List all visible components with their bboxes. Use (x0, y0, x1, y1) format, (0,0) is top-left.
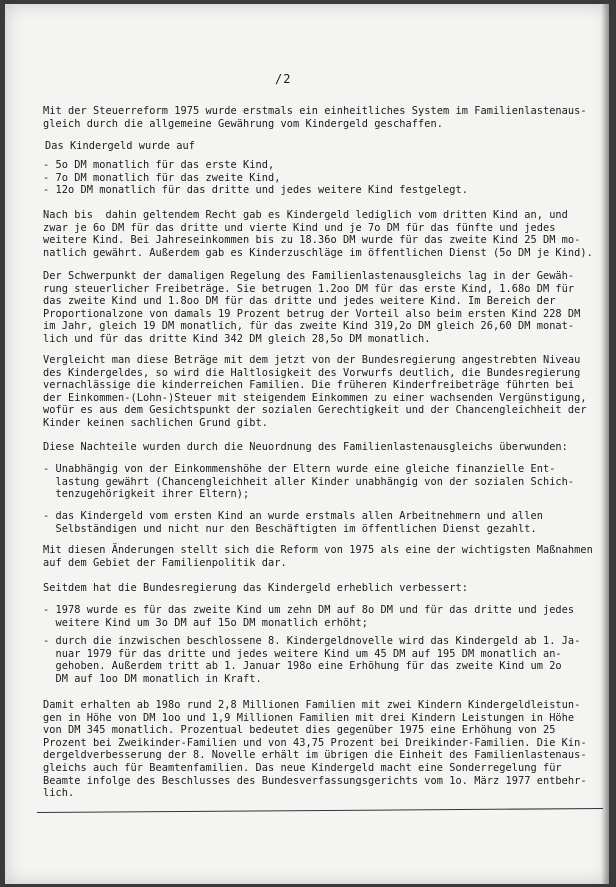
paragraph (43, 441, 603, 454)
paragraph (43, 105, 603, 130)
text-line: lich. (43, 787, 75, 800)
paragraph (43, 463, 603, 501)
text-line: weitere Kind um 3o DM auf 15o DM monatlich erhöht; (43, 616, 368, 629)
paragraph (43, 635, 603, 685)
page-number: /2 (275, 72, 292, 86)
text-line: Prozent bei Zweikinder-Familien und von 43,75 Prozent bei Dreikinder-Familien. Die Kin- (43, 736, 587, 749)
text-line: Seitdem hat die Bundesregierung das Kindergeld erheblich verbessert: (43, 582, 468, 594)
text-line: im Jahr, gleich 19 DM monatlich, für das zweite Kind 319,2o DM gleich 26,60 DM monat- (43, 320, 575, 333)
text-line: weitere Kind. Bei Jahreseinkommen bis zu 18.36o DM wurde für das zweite Kind 25 DM mo- (43, 234, 581, 247)
text-line: Damit erhalten ab 198o rund 2,8 Millionen Familien mit zwei Kindern Kindergeldleistun- (43, 699, 581, 711)
text-line: - durch die inzwischen beschlossene 8. Kindergeldnovelle wird das Kindergeld ab 1. Ja- (43, 635, 581, 647)
paragraph (43, 209, 603, 259)
text-line: Mit der Steuerreform 1975 wurde erstmals ein einheitliches System im Familienlastenaus- (43, 105, 587, 117)
bottom-rule (37, 808, 603, 813)
paragraph (45, 140, 605, 153)
text-line: - 1978 wurde es für das zweite Kind um zehn DM auf 8o DM und für das dritte und jedes (43, 604, 575, 616)
text-line: Vergleicht man diese Beträge mit dem jetzt von der Bundesregierung angestrebten Niveau (43, 354, 581, 366)
text-line: lich und für das dritte Kind 342 DM gleich 28,5o DM monatlich. (43, 332, 431, 345)
text-line: Proportionalzone von damals 19 Prozent betrug der Vorteil also beim ersten Kind 228 DM (43, 307, 581, 320)
text-line: wofür es aus dem Gesichtspunkt der sozialen Gerechtigkeit und der Chancengleichheit der (43, 404, 587, 417)
paragraph (43, 544, 603, 569)
text-line: vernachlässige die kinderreichen Familien. Die früheren Kinderfreibeträge führten bei (43, 379, 575, 392)
text-line: Kinder keinen sachlichen Grund gibt. (43, 416, 268, 429)
text-line: lastung gewährt (Chancengleichheit aller Kinder unabhängig von der sozialen Schich- (43, 475, 575, 488)
text-line: - das Kindergeld vom ersten Kind an wurde erstmals allen Arbeitnehmern und allen (43, 510, 543, 522)
text-line: zwar je 6o DM für das dritte und vierte Kind und je 7o DM für das fünfte und jedes (43, 221, 556, 234)
text-line: DM auf 1oo DM monatlich in Kraft. (43, 672, 262, 685)
paragraph (43, 354, 603, 430)
text-line: der Einkommen-(Lohn-)Steuer mit steigendem Einkommen zu einer wachsenden Vergünstigung, (43, 391, 587, 404)
text-line: gleich durch die allgemeine Gewährung vom Kindergeld geschaffen. (43, 117, 443, 130)
text-line: rung steuerlicher Freibeträge. Sie betrugen 1.2oo DM für das erste Kind, 1.68o DM für (43, 282, 575, 295)
paragraph (43, 510, 603, 535)
text-line: natlich gewährt. Außerdem gab es Kinderzuschläge im öffentlichen Dienst (5o DM je Kind). (43, 246, 593, 259)
text-line: gleichs auch für Beamtenfamilien. Das neue Kindergeld macht eine Sonderregelung für (43, 761, 562, 774)
text-line: Beamte infolge des Beschlusses des Bundesverfassungsgerichts vom 1o. März 1977 entbehr- (43, 774, 587, 787)
text-line: - 7o DM monatlich für das zweite Kind, (43, 171, 281, 184)
paragraph (43, 699, 603, 800)
text-line: dergeldverbesserung der 8. Novelle erhält im übrigen die Einheit des Familienlastenaus- (43, 749, 587, 762)
text-line: tenzugehörigkeit ihrer Eltern); (43, 488, 250, 501)
paragraph (43, 604, 603, 629)
paragraph (43, 582, 603, 595)
text-line: auf dem Gebiet der Familienpolitik dar. (43, 556, 287, 569)
text-line: gehoben. Außerdem tritt ab 1. Januar 198o eine Erhöhung für das zweite Kind um 2o (43, 660, 562, 673)
text-line: Der Schwerpunkt der damaligen Regelung des Familienlastenausgleichs lag in der Gewäh- (43, 270, 575, 282)
text-line: das zweite Kind und 1.8oo DM für das dritte und jedes weitere Kind. Im Bereich der (43, 295, 556, 308)
text-line: Nach bis dahin geltendem Recht gab es Kindergeld lediglich vom dritten Kind an, und (43, 209, 568, 221)
document-page (5, 4, 609, 884)
text-line: gen in Höhe von DM 1oo und 1,9 Millionen Familien mit drei Kindern Leistungen in Höhe (43, 711, 575, 724)
text-line: - Unabhängig von der Einkommenshöhe der Eltern wurde eine gleiche finanzielle Ent- (43, 463, 556, 475)
text-line: Diese Nachteile wurden durch die Neuordnung des Familienlastenausgleichs überwunden: (43, 441, 568, 453)
text-line: Das Kindergeld wurde auf (45, 140, 195, 152)
text-line: - 12o DM monatlich für das dritte und jedes weitere Kind festgelegt. (43, 184, 468, 197)
text-line: Mit diesen Änderungen stellt sich die Reform von 1975 als eine der wichtigsten Maßnahmen (43, 544, 593, 556)
text-line: Selbständigen und nicht nur den Beschäftigten im öffentlichen Dienst gezahlt. (43, 522, 537, 535)
text-line: nuar 1979 für das dritte und jedes weitere Kind um 45 DM auf 195 DM monatlich an- (43, 647, 562, 660)
text-line: des Kindergeldes, so wird die Haltlosigkeit des Vorwurfs deutlich, die Bundesregierung (43, 366, 581, 379)
text-line: - 5o DM monatlich für das erste Kind, (43, 159, 275, 171)
text-line: von DM 345 monatlich. Prozentual bedeutet dies gegenüber 1975 eine Erhöhung von 25 (43, 724, 556, 737)
paragraph (43, 270, 603, 346)
paragraph (43, 159, 603, 197)
